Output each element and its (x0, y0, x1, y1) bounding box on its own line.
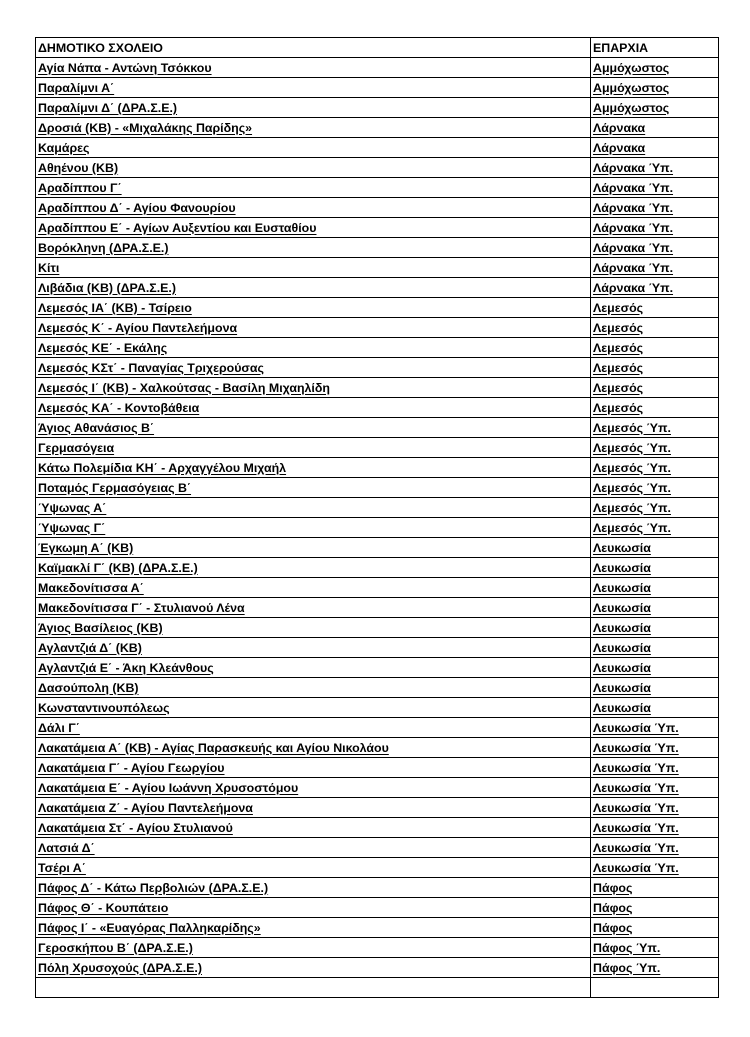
table-row (36, 98, 719, 118)
table-row (36, 238, 719, 258)
table-row (36, 218, 719, 238)
table-row (36, 638, 719, 658)
table-row (36, 478, 719, 498)
district-cell: Λάρνακα Ύπ. (591, 158, 719, 178)
district-cell: Πάφος (591, 878, 719, 898)
table-row (36, 458, 719, 478)
district-cell: Λευκωσία (591, 678, 719, 698)
school-name-cell: Λεμεσός ΙΑ΄ (ΚΒ) - Τσίρειο (36, 298, 591, 318)
table-row (36, 858, 719, 878)
district-cell: Λεμεσός (591, 378, 719, 398)
table-row (36, 518, 719, 538)
table-row (36, 498, 719, 518)
school-name-cell: Καμάρες (36, 138, 591, 158)
table-row (36, 338, 719, 358)
school-name-cell: Λακατάμεια Ε΄ - Αγίου Ιωάννη Χρυσοστόμου (36, 778, 591, 798)
district-cell: Λάρνακα Ύπ. (591, 258, 719, 278)
table-row (36, 678, 719, 698)
school-name-cell: Γεροσκήπου Β΄ (ΔΡΑ.Σ.Ε.) (36, 938, 591, 958)
school-name-cell: Έγκωμη Α΄ (ΚΒ) (36, 538, 591, 558)
table-row (36, 718, 719, 738)
table-row (36, 898, 719, 918)
school-name-cell: Λεμεσός ΚΑ΄ - Κοντοβάθεια (36, 398, 591, 418)
district-cell: Λεμεσός Ύπ. (591, 498, 719, 518)
table-row (36, 658, 719, 678)
school-name-cell: Πόλη Χρυσοχούς (ΔΡΑ.Σ.Ε.) (36, 958, 591, 978)
district-cell: Λευκωσία Ύπ. (591, 798, 719, 818)
school-name-cell: Παραλίμνι Δ΄ (ΔΡΑ.Σ.Ε.) (36, 98, 591, 118)
district-cell: Πάφος Ύπ. (591, 938, 719, 958)
header-school: ΔΗΜΟΤΙΚΟ ΣΧΟΛΕΙΟ (36, 38, 591, 58)
school-name-cell: Κίτι (36, 258, 591, 278)
district-cell: Λεμεσός (591, 298, 719, 318)
table-row (36, 78, 719, 98)
district-cell: Πάφος (591, 898, 719, 918)
table-row (36, 538, 719, 558)
district-cell: Πάφος Ύπ. (591, 958, 719, 978)
school-name-cell: Δασούπολη (ΚΒ) (36, 678, 591, 698)
district-cell: Λεμεσός (591, 338, 719, 358)
school-name-cell: Άγιος Βασίλειος (ΚΒ) (36, 618, 591, 638)
school-name-cell: Λακατάμεια Γ΄ - Αγίου Γεωργίου (36, 758, 591, 778)
table-row (36, 618, 719, 638)
table-row (36, 878, 719, 898)
school-name-cell: Καϊμακλί Γ΄ (ΚΒ) (ΔΡΑ.Σ.Ε.) (36, 558, 591, 578)
table-row (36, 698, 719, 718)
table-row (36, 418, 719, 438)
district-cell: Λεμεσός (591, 318, 719, 338)
table-row (36, 578, 719, 598)
district-cell: Πάφος (591, 918, 719, 938)
district-cell: Λεμεσός Ύπ. (591, 518, 719, 538)
school-name-cell: Δροσιά (ΚΒ) - «Μιχαλάκης Παρίδης» (36, 118, 591, 138)
district-cell: Λεμεσός Ύπ. (591, 438, 719, 458)
table-row (36, 958, 719, 978)
school-name-cell: Βορόκληνη (ΔΡΑ.Σ.Ε.) (36, 238, 591, 258)
table-row (36, 358, 719, 378)
school-name-cell: Πάφος Θ΄ - Κουπάτειο (36, 898, 591, 918)
school-name-cell: Μακεδονίτισσα Γ΄ - Στυλιανού Λένα (36, 598, 591, 618)
school-name-cell: Λιβάδια (ΚΒ) (ΔΡΑ.Σ.Ε.) (36, 278, 591, 298)
school-name-cell: Λακατάμεια Α΄ (ΚΒ) - Αγίας Παρασκευής και Αγίου Νικολάου (36, 738, 591, 758)
table-row (36, 378, 719, 398)
table-row (36, 758, 719, 778)
district-cell: Αμμόχωστος (591, 98, 719, 118)
district-cell: Λευκωσία Ύπ. (591, 858, 719, 878)
school-name-cell: Λακατάμεια Ζ΄ - Αγίου Παντελεήμονα (36, 798, 591, 818)
district-cell: Λευκωσία (591, 578, 719, 598)
empty-cell (36, 978, 591, 998)
school-name-cell: Λεμεσός ΚΣτ΄ - Παναγίας Τριχερούσας (36, 358, 591, 378)
school-name-cell: Αραδίππου Ε΄ - Αγίων Αυξεντίου και Ευσταθίου (36, 218, 591, 238)
district-cell: Λεμεσός Ύπ. (591, 418, 719, 438)
district-cell: Λευκωσία (591, 618, 719, 638)
school-name-cell: Ύψωνας Α΄ (36, 498, 591, 518)
school-name-cell: Λεμεσός ΚΕ΄ - Εκάλης (36, 338, 591, 358)
school-name-cell: Αγλαντζιά Δ΄ (ΚΒ) (36, 638, 591, 658)
table-row (36, 398, 719, 418)
district-cell: Λευκωσία Ύπ. (591, 718, 719, 738)
district-cell: Λάρνακα (591, 118, 719, 138)
schools-table (35, 37, 719, 998)
school-name-cell: Αραδίππου Δ΄ - Αγίου Φανουρίου (36, 198, 591, 218)
district-cell: Λεμεσός (591, 398, 719, 418)
table-row (36, 838, 719, 858)
table-row (36, 818, 719, 838)
school-name-cell: Κάτω Πολεμίδια ΚΗ΄ - Αρχαγγέλου Μιχαήλ (36, 458, 591, 478)
school-name-cell: Τσέρι Α΄ (36, 858, 591, 878)
table-row (36, 158, 719, 178)
district-cell: Λευκωσία (591, 698, 719, 718)
table-row (36, 598, 719, 618)
school-name-cell: Αγλαντζιά Ε΄ - Άκη Κλεάνθους (36, 658, 591, 678)
school-name-cell: Γερμασόγεια (36, 438, 591, 458)
district-cell: Λάρνακα (591, 138, 719, 158)
table-row (36, 298, 719, 318)
school-name-cell: Ποταμός Γερμασόγειας Β΄ (36, 478, 591, 498)
school-name-cell: Λατσιά Δ΄ (36, 838, 591, 858)
district-cell: Αμμόχωστος (591, 78, 719, 98)
school-name-cell: Αγία Νάπα - Αντώνη Τσόκκου (36, 58, 591, 78)
district-cell: Λευκωσία (591, 658, 719, 678)
district-cell: Λευκωσία (591, 558, 719, 578)
school-name-cell: Πάφος Ι΄ - «Ευαγόρας Παλληκαρίδης» (36, 918, 591, 938)
table-row (36, 258, 719, 278)
empty-table-row (36, 978, 719, 998)
school-name-cell: Πάφος Δ΄ - Κάτω Περβολιών (ΔΡΑ.Σ.Ε.) (36, 878, 591, 898)
table-row (36, 278, 719, 298)
district-cell: Λάρνακα Ύπ. (591, 178, 719, 198)
table-row (36, 918, 719, 938)
table-row (36, 938, 719, 958)
district-cell: Λευκωσία Ύπ. (591, 838, 719, 858)
school-name-cell: Δάλι Γ΄ (36, 718, 591, 738)
district-cell: Λεμεσός Ύπ. (591, 458, 719, 478)
table-row (36, 318, 719, 338)
district-cell: Λευκωσία Ύπ. (591, 778, 719, 798)
school-name-cell: Μακεδονίτισσα Α΄ (36, 578, 591, 598)
district-cell: Λάρνακα Ύπ. (591, 238, 719, 258)
school-name-cell: Κωνσταντινουπόλεως (36, 698, 591, 718)
district-cell: Λευκωσία Ύπ. (591, 738, 719, 758)
district-cell: Λάρνακα Ύπ. (591, 278, 719, 298)
district-cell: Αμμόχωστος (591, 58, 719, 78)
school-name-cell: Λακατάμεια Στ΄ - Αγίου Στυλιανού (36, 818, 591, 838)
table-row (36, 138, 719, 158)
district-cell: Λεμεσός Ύπ. (591, 478, 719, 498)
school-name-cell: Αθηένου (ΚΒ) (36, 158, 591, 178)
district-cell: Λευκωσία Ύπ. (591, 818, 719, 838)
header-district: ΕΠΑΡΧΙΑ (591, 38, 719, 58)
table-row (36, 738, 719, 758)
table-row (36, 118, 719, 138)
table-row (36, 438, 719, 458)
empty-cell (591, 978, 719, 998)
district-cell: Λευκωσία (591, 638, 719, 658)
district-cell: Λευκωσία Ύπ. (591, 758, 719, 778)
school-name-cell: Λεμεσός Κ΄ - Αγίου Παντελεήμονα (36, 318, 591, 338)
table-body (36, 58, 719, 998)
school-name-cell: Άγιος Αθανάσιος Β΄ (36, 418, 591, 438)
table-row (36, 558, 719, 578)
district-cell: Λάρνακα Ύπ. (591, 198, 719, 218)
district-cell: Λάρνακα Ύπ. (591, 218, 719, 238)
district-cell: Λεμεσός (591, 358, 719, 378)
table-header-row (36, 38, 719, 58)
table-row (36, 58, 719, 78)
district-cell: Λευκωσία (591, 538, 719, 558)
district-cell: Λευκωσία (591, 598, 719, 618)
table-row (36, 178, 719, 198)
school-name-cell: Λεμεσός Ι΄ (ΚΒ) - Χαλκούτσας - Βασίλη Μιχαηλίδη (36, 378, 591, 398)
table-row (36, 198, 719, 218)
document-page (35, 37, 719, 998)
table-row (36, 798, 719, 818)
school-name-cell: Ύψωνας Γ΄ (36, 518, 591, 538)
school-name-cell: Αραδίππου Γ΄ (36, 178, 591, 198)
school-name-cell: Παραλίμνι Α΄ (36, 78, 591, 98)
table-row (36, 778, 719, 798)
